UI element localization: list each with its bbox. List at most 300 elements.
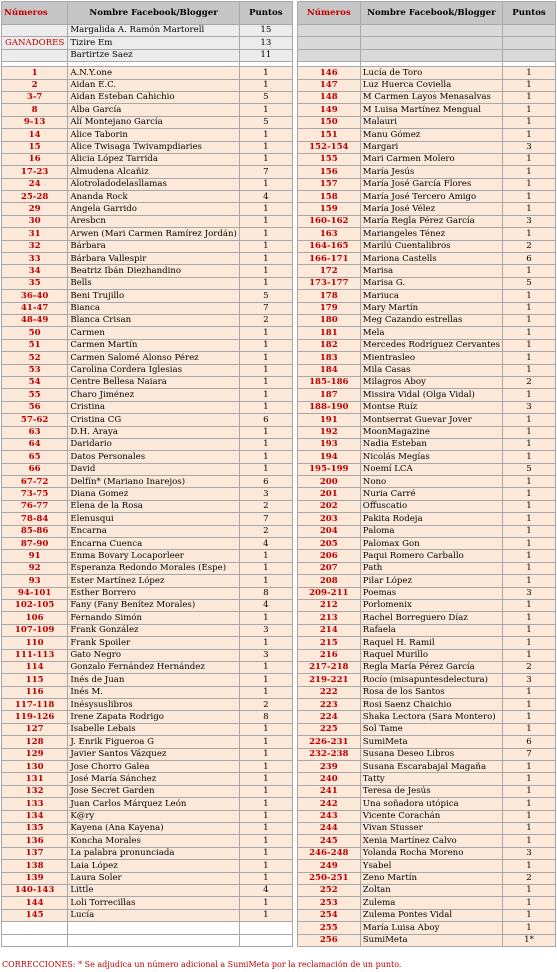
table-row — [2, 215, 556, 227]
entry-name: Aidan Esteban Cahichio — [68, 91, 240, 103]
entry-number: 34 — [2, 265, 68, 277]
entry-name: Loli Torrecillas — [68, 897, 240, 909]
entry-number: 219-221 — [297, 674, 360, 686]
entry-points: 6 — [503, 736, 556, 748]
entry-name: Bárbara Vallespir — [68, 253, 240, 265]
entry-name: Encarna Cuenca — [68, 538, 240, 550]
table-row — [2, 686, 556, 698]
entry-name: Poemas — [360, 587, 502, 599]
entry-number: 14 — [2, 129, 68, 141]
table-row — [2, 327, 556, 339]
entry-points: 1 — [503, 550, 556, 562]
corrections-note — [2, 960, 401, 969]
entry-name: Tatty — [360, 773, 502, 785]
entry-number: 91 — [2, 550, 68, 562]
entry-number: 138 — [2, 860, 68, 872]
entry-number: 216 — [297, 649, 360, 661]
entry-number: 253 — [297, 897, 360, 909]
entry-points: 1 — [239, 401, 292, 413]
entry-name: Bells — [68, 277, 240, 289]
entry-points: 1 — [503, 265, 556, 277]
winner-row — [2, 25, 556, 37]
entry-number: 131 — [2, 773, 68, 785]
entry-points: 1 — [239, 637, 292, 649]
entry-name: Frank González — [68, 624, 240, 636]
header-num-left: Números — [2, 2, 68, 25]
entry-name: Alice Taborin — [68, 129, 240, 141]
entry-points: 4 — [239, 884, 292, 896]
entry-points: 1 — [503, 290, 556, 302]
entry-number: 76-77 — [2, 500, 68, 512]
table-row — [2, 389, 556, 401]
entry-name: Xenia Martínez Calvo — [360, 835, 502, 847]
entry-number: 149 — [297, 104, 360, 116]
entry-points: 1 — [239, 352, 292, 364]
entry-name: Koncha Morales — [68, 835, 240, 847]
entry-name: Porlomenix — [360, 599, 502, 611]
entry-name: Ester Martínez López — [68, 575, 240, 587]
entry-number: 8 — [2, 104, 68, 116]
entry-number: 35 — [2, 277, 68, 289]
entry-name: Susana Deseo Libros — [360, 748, 502, 760]
entry-points: 7 — [239, 513, 292, 525]
entry-points: 1 — [503, 500, 556, 512]
entry-points: 2 — [503, 872, 556, 884]
entry-name: Lucía — [68, 909, 240, 921]
entry-name: Diana Gomez — [68, 488, 240, 500]
entry-number: 16 — [2, 153, 68, 165]
entry-points: 1 — [503, 897, 556, 909]
entry-points: 1 — [239, 426, 292, 438]
entry-number: 119-126 — [2, 711, 68, 723]
winner-name: Tizire Em — [68, 37, 240, 49]
entry-points: 1 — [503, 909, 556, 921]
entry-name: Aidan E.C. — [68, 79, 240, 91]
entry-name: Encarna — [68, 525, 240, 537]
entry-name: Alicia López Tarrida — [68, 153, 240, 165]
entry-points: 7 — [239, 302, 292, 314]
entry-name: Beatriz Ibán Diezhandino — [68, 265, 240, 277]
entry-points: 1 — [239, 847, 292, 859]
entry-number: 187 — [297, 389, 360, 401]
entry-points: 6 — [503, 253, 556, 265]
header-num-right: Números — [297, 2, 360, 25]
entry-points: 3 — [239, 488, 292, 500]
winner-name: Bartirtze Saez — [68, 49, 240, 61]
entry-name: Mientrasleo — [360, 352, 502, 364]
entry-number: 184 — [297, 364, 360, 376]
entry-number: 139 — [2, 872, 68, 884]
header-pts-right: Puntos — [503, 2, 556, 25]
table-row — [2, 228, 556, 240]
entry-number: 225 — [297, 723, 360, 735]
table-row — [2, 550, 556, 562]
table-row — [2, 798, 556, 810]
entry-number: 51 — [2, 339, 68, 351]
entry-points: 2 — [503, 376, 556, 388]
entry-points: 1 — [239, 463, 292, 475]
entry-number: 57-62 — [2, 414, 68, 426]
entry-points: 1 — [503, 364, 556, 376]
entry-name: Charo Jiménez — [68, 389, 240, 401]
entry-points: 1 — [503, 612, 556, 624]
entry-points: 3 — [503, 215, 556, 227]
empty-cell — [239, 934, 292, 946]
entry-number: 130 — [2, 761, 68, 773]
entry-points: 1 — [239, 612, 292, 624]
entry-number: 127 — [2, 723, 68, 735]
table-row — [2, 872, 556, 884]
entry-points: 1 — [503, 798, 556, 810]
entry-points: 1 — [503, 178, 556, 190]
entry-number: 56 — [2, 401, 68, 413]
empty-cell — [2, 922, 68, 934]
entry-number: 244 — [297, 823, 360, 835]
entry-number: 240 — [297, 773, 360, 785]
entry-name: Irene Zapata Rodrigo — [68, 711, 240, 723]
entry-name: Juan Carlos Márquez León — [68, 798, 240, 810]
entry-number: 166-171 — [297, 253, 360, 265]
entry-points: 1 — [503, 599, 556, 611]
entry-points: 1 — [239, 277, 292, 289]
entry-number: 223 — [297, 699, 360, 711]
table-row — [2, 624, 556, 636]
entry-name: Missira Vidal (Olga Vidal) — [360, 389, 502, 401]
entry-number: 146 — [297, 67, 360, 79]
table-row — [2, 922, 556, 934]
table-row — [2, 451, 556, 463]
entry-name: Inés M. — [68, 686, 240, 698]
entry-number: 243 — [297, 810, 360, 822]
entry-number: 209-211 — [297, 587, 360, 599]
entry-points: 1 — [239, 661, 292, 673]
entry-points: 1 — [503, 228, 556, 240]
entry-points: 3 — [239, 624, 292, 636]
table-row — [2, 376, 556, 388]
table-row — [2, 525, 556, 537]
table-row — [2, 426, 556, 438]
entry-name: Isabelle Lebais — [68, 723, 240, 735]
entry-number: 183 — [297, 352, 360, 364]
entry-name: Gato Negro — [68, 649, 240, 661]
entry-name: Luz Huerca Coviella — [360, 79, 502, 91]
entry-points: 2 — [239, 699, 292, 711]
entry-number: 185-186 — [297, 376, 360, 388]
entry-points: 1 — [503, 153, 556, 165]
entry-points: 1 — [503, 476, 556, 488]
entry-number: 155 — [297, 153, 360, 165]
entry-name: Margari — [360, 141, 502, 153]
entry-number: 54 — [2, 376, 68, 388]
entry-number: 232-238 — [297, 748, 360, 760]
entry-points: 1 — [503, 67, 556, 79]
table-row — [2, 860, 556, 872]
entry-points: 2 — [503, 661, 556, 673]
entry-name: A.N.Y.one — [68, 67, 240, 79]
entry-points: 1 — [503, 352, 556, 364]
table-row — [2, 364, 556, 376]
entry-number: 188-190 — [297, 401, 360, 413]
entry-number: 3-7 — [2, 91, 68, 103]
entry-number: 163 — [297, 228, 360, 240]
entry-number: 194 — [297, 451, 360, 463]
entry-name: Carmen Salomé Alonso Pérez — [68, 352, 240, 364]
entry-points: 8 — [239, 587, 292, 599]
empty-cell — [2, 934, 68, 946]
empty-cell — [239, 922, 292, 934]
entry-name: Fernando Simón — [68, 612, 240, 624]
entry-number: 65 — [2, 451, 68, 463]
entry-points: 1 — [503, 761, 556, 773]
table-row — [2, 116, 556, 128]
entry-number: 137 — [2, 847, 68, 859]
entry-number: 179 — [297, 302, 360, 314]
entry-points: 1 — [239, 810, 292, 822]
entry-name: Zoltan — [360, 884, 502, 896]
entry-number: 2 — [2, 79, 68, 91]
entry-points: 1 — [239, 240, 292, 252]
table-row — [2, 438, 556, 450]
entry-number: 215 — [297, 637, 360, 649]
entry-name: Datos Personales — [68, 451, 240, 463]
entry-points: 1 — [503, 884, 556, 896]
entry-name: Rosa de los Santos — [360, 686, 502, 698]
entry-points: 1 — [239, 67, 292, 79]
entry-name: David — [68, 463, 240, 475]
entry-points: 1 — [503, 129, 556, 141]
entry-name: Nadia Esteban — [360, 438, 502, 450]
entry-name: Bianca — [68, 302, 240, 314]
entry-name: Cristina — [68, 401, 240, 413]
table-row — [2, 178, 556, 190]
entry-points: 3 — [503, 674, 556, 686]
winners-label: GANADORES — [2, 37, 68, 49]
entry-number: 148 — [297, 91, 360, 103]
entry-name: Mariangeles Ténez — [360, 228, 502, 240]
empty-cell — [68, 934, 240, 946]
entry-number: 205 — [297, 538, 360, 550]
entry-name: Carmen — [68, 327, 240, 339]
participants-body — [2, 67, 556, 947]
entry-name: María José García Flores — [360, 178, 502, 190]
entry-name: Pakita Rodeja — [360, 513, 502, 525]
entry-points: 1 — [503, 575, 556, 587]
entry-name: Alba García — [68, 104, 240, 116]
table-row — [2, 785, 556, 797]
entry-points: 1 — [239, 872, 292, 884]
entry-points: 1 — [239, 79, 292, 91]
entry-number: 206 — [297, 550, 360, 562]
entry-number: 55 — [2, 389, 68, 401]
entry-number: 204 — [297, 525, 360, 537]
entry-number: 92 — [2, 562, 68, 574]
entry-points: 1 — [503, 513, 556, 525]
entry-points: 1 — [503, 624, 556, 636]
entry-number: 32 — [2, 240, 68, 252]
entry-number: 107-109 — [2, 624, 68, 636]
entry-name: Sol Tame — [360, 723, 502, 735]
entry-name: Jose Chorro Galea — [68, 761, 240, 773]
table-row — [2, 290, 556, 302]
entry-number: 117-118 — [2, 699, 68, 711]
entry-number: 256 — [297, 934, 360, 946]
entry-points: 5 — [239, 116, 292, 128]
entry-name: Mari Carmen Molero — [360, 153, 502, 165]
entry-number: 78-84 — [2, 513, 68, 525]
entry-name: Mila Casas — [360, 364, 502, 376]
entry-points: 1 — [239, 909, 292, 921]
entry-points: 1 — [239, 253, 292, 265]
empty-cell — [68, 922, 240, 934]
table-row — [2, 153, 556, 165]
entry-points: 1 — [239, 364, 292, 376]
table-row — [2, 513, 556, 525]
entry-number: 192 — [297, 426, 360, 438]
entry-points: 1 — [239, 785, 292, 797]
entry-points: 1 — [503, 699, 556, 711]
entry-name: María José Tercero Amigo — [360, 191, 502, 203]
entry-name: Teresa de Jesús — [360, 785, 502, 797]
entry-name: Una soñadora utópica — [360, 798, 502, 810]
table-row — [2, 67, 556, 79]
entry-points: 1 — [239, 736, 292, 748]
entry-name: Aresbcn — [68, 215, 240, 227]
table-row — [2, 897, 556, 909]
entry-points: 1* — [503, 934, 556, 946]
entry-points: 1 — [503, 686, 556, 698]
entry-number: 226-231 — [297, 736, 360, 748]
entry-name: Angela Garrido — [68, 203, 240, 215]
entry-name: Rosi Saenz Chaichio — [360, 699, 502, 711]
entry-number: 164-165 — [297, 240, 360, 252]
entry-points: 3 — [239, 649, 292, 661]
entry-points: 1 — [239, 339, 292, 351]
entry-name: Montse Ruíz — [360, 401, 502, 413]
entry-name: Pilar López — [360, 575, 502, 587]
header-row — [2, 2, 556, 25]
entry-points: 1 — [239, 798, 292, 810]
entry-number: 252 — [297, 884, 360, 896]
entry-name: Laura Soler — [68, 872, 240, 884]
entry-points: 1 — [503, 773, 556, 785]
entry-number: 129 — [2, 748, 68, 760]
table-row — [2, 476, 556, 488]
entry-points: 1 — [503, 339, 556, 351]
corrections-text: * Se adjudica un número adicional a SumiMeta por la reclamación de un punto. — [75, 960, 402, 969]
entry-number: 134 — [2, 810, 68, 822]
entry-number: 182 — [297, 339, 360, 351]
entry-name: Fany (Fany Benítez Morales) — [68, 599, 240, 611]
entry-number: 128 — [2, 736, 68, 748]
table-row — [2, 562, 556, 574]
table-row — [2, 748, 556, 760]
entry-number: 31 — [2, 228, 68, 240]
entry-name: Vivan Stusser — [360, 823, 502, 835]
entry-name: D.H. Araya — [68, 426, 240, 438]
entry-points: 1 — [239, 141, 292, 153]
entry-name: Carmen Martín — [68, 339, 240, 351]
winner-points: 15 — [239, 25, 292, 37]
entry-points: 4 — [239, 191, 292, 203]
entry-points: 1 — [503, 823, 556, 835]
entry-name: Zulema Pontes Vidal — [360, 909, 502, 921]
entry-number: 212 — [297, 599, 360, 611]
entry-name: Mela — [360, 327, 502, 339]
entry-points: 1 — [239, 773, 292, 785]
entry-points: 1 — [503, 525, 556, 537]
entry-points: 1 — [503, 166, 556, 178]
entry-number: 33 — [2, 253, 68, 265]
entry-number: 147 — [297, 79, 360, 91]
entry-name: Manu Gómez — [360, 129, 502, 141]
entry-name: Rachel Borreguero Díaz — [360, 612, 502, 624]
entry-number: 193 — [297, 438, 360, 450]
entry-number: 140-143 — [2, 884, 68, 896]
entry-name: Palomax Gon — [360, 538, 502, 550]
entry-name: María Regla Pérez García — [360, 215, 502, 227]
entry-points: 1 — [239, 438, 292, 450]
entry-number: 52 — [2, 352, 68, 364]
winner-name: Margalida A. Ramón Martorell — [68, 25, 240, 37]
entry-name: Blanca Crisan — [68, 314, 240, 326]
entry-name: Nuria Carré — [360, 488, 502, 500]
entry-points: 1 — [503, 637, 556, 649]
entry-number: 181 — [297, 327, 360, 339]
entry-points: 1 — [239, 153, 292, 165]
table-row — [2, 463, 556, 475]
entry-points: 1 — [503, 810, 556, 822]
table-row — [2, 79, 556, 91]
winner-row — [2, 49, 556, 61]
entry-name: SumiMeta — [360, 934, 502, 946]
entry-number: 172 — [297, 265, 360, 277]
table-row — [2, 699, 556, 711]
entry-number: 9-13 — [2, 116, 68, 128]
entry-number: 15 — [2, 141, 68, 153]
winner-points: 11 — [239, 49, 292, 61]
entry-points: 7 — [503, 748, 556, 760]
entry-points: 7 — [239, 166, 292, 178]
entry-points: 2 — [503, 240, 556, 252]
entry-number: 224 — [297, 711, 360, 723]
entry-number: 24 — [2, 178, 68, 190]
entry-points: 1 — [503, 785, 556, 797]
entry-points: 3 — [503, 847, 556, 859]
winner-points: 13 — [239, 37, 292, 49]
entry-name: K@ry — [68, 810, 240, 822]
entry-name: MoonMagazine — [360, 426, 502, 438]
entry-name: María Luisa Aboy — [360, 922, 502, 934]
entry-points: 6 — [239, 414, 292, 426]
table-row — [2, 265, 556, 277]
entry-points: 1 — [503, 327, 556, 339]
table-row — [2, 761, 556, 773]
entry-name: Delfín* (Mariano Inarejos) — [68, 476, 240, 488]
entry-points: 1 — [503, 723, 556, 735]
table-row — [2, 339, 556, 351]
entry-number: 30 — [2, 215, 68, 227]
entry-name: Alotroladodelasllamas — [68, 178, 240, 190]
table-row — [2, 253, 556, 265]
entry-points: 1 — [239, 129, 292, 141]
entry-number: 241 — [297, 785, 360, 797]
table-row — [2, 810, 556, 822]
entry-number: 152-154 — [297, 141, 360, 153]
entry-number: 246-248 — [297, 847, 360, 859]
entry-name: Alí Montejano García — [68, 116, 240, 128]
entry-name: M Luisa Martínez Mengual — [360, 104, 502, 116]
entry-name: Meg Cazando estrellas — [360, 314, 502, 326]
